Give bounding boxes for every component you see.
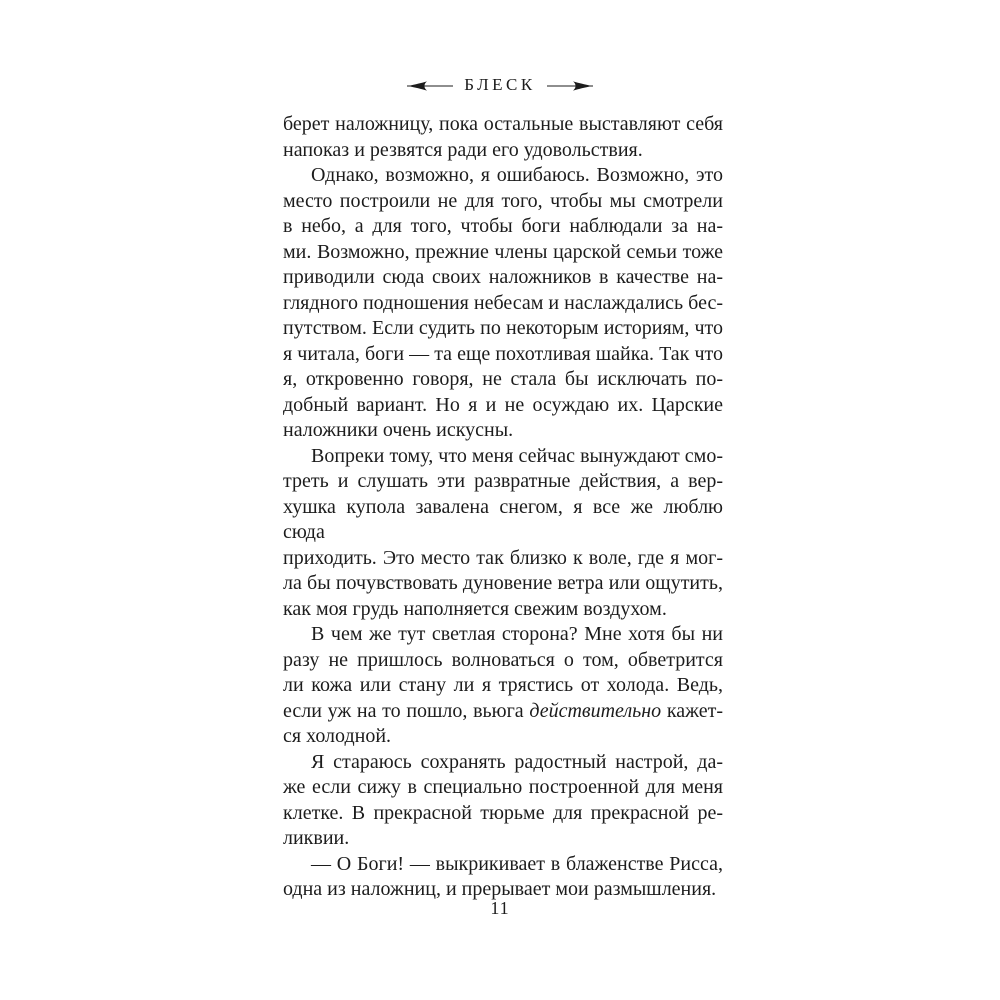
text-line: я читала, боги — та еще похотливая шайка. Так что [283,342,723,365]
text-line: В чем же тут светлая сторона? Мне хотя бы ни [311,623,723,645]
text-line: же если сижу в специально построенной для меня [283,776,723,798]
text-line: путством. Если судить по некоторым историям, что [283,317,723,339]
text-line: ликвии. [283,827,350,849]
text-line: наложники очень искусны. [283,419,514,441]
text-line: в небо, а для того, чтобы боги наблюдали за на- [283,215,723,237]
text-line: ла бы почувствовать дуновение ветра или ощутить, [283,572,723,594]
text-line: добный вариант. Но я и не осуждаю их. Царские [283,393,723,416]
text-line: треть и слушать эти развратные действия, а вер- [283,470,723,492]
text-line: если уж на то пошло, вьюга действительно кажет- [283,699,724,722]
text-line: Вопреки тому, что меня сейчас вынуждают смо- [311,444,723,467]
body-text [283,112,723,903]
text-line: я, откровенно говоря, не стала бы исключать по- [283,368,723,390]
running-header-title: БЛЕСК [464,75,536,94]
text-line: ми. Возможно, прежние члены царской семьи тоже [283,240,723,263]
running-header [0,76,1000,96]
arrow-flourish-right-icon [546,80,594,92]
text-line: Однако, возможно, я ошибаюсь. Возможно, это [311,164,723,186]
page-number: 11 [490,898,510,918]
text-line: напоказ и резвятся ради его удовольствия. [283,138,643,161]
text-line: глядного подношения небесам и наслаждались бес- [283,291,723,314]
text-line: хушка купола завалена снегом, я все же люблю сюда [283,495,723,543]
text-line: разу не пришлось волноваться о том, обветрится [283,648,723,671]
text-line: — О Боги! — выкрикивает в блаженстве Рисса, [311,852,723,875]
text-line: клетке. В прекрасной тюрьме для прекрасной ре- [283,801,723,824]
text-line: приводили сюда своих наложников в качестве на- [283,266,723,288]
text-line: ся холодной. [283,725,392,747]
text-line: место построили не для того, чтобы мы смотрели [283,189,723,212]
text-line: ли кожа или стану ли я трястись от холода. Ведь, [283,674,723,696]
arrow-flourish-left-icon [406,80,454,92]
text-line: берет наложницу, пока остальные выставляют себя [283,113,723,135]
text-line: Я стараюсь сохранять радостный настрой, да- [311,750,723,773]
text-line: приходить. Это место так близко к воле, где я мог- [283,546,723,569]
text-line: как моя грудь наполняется свежим воздухом. [283,597,667,620]
text-line: одна из наложниц, и прерывает мои размышления. [283,878,717,900]
